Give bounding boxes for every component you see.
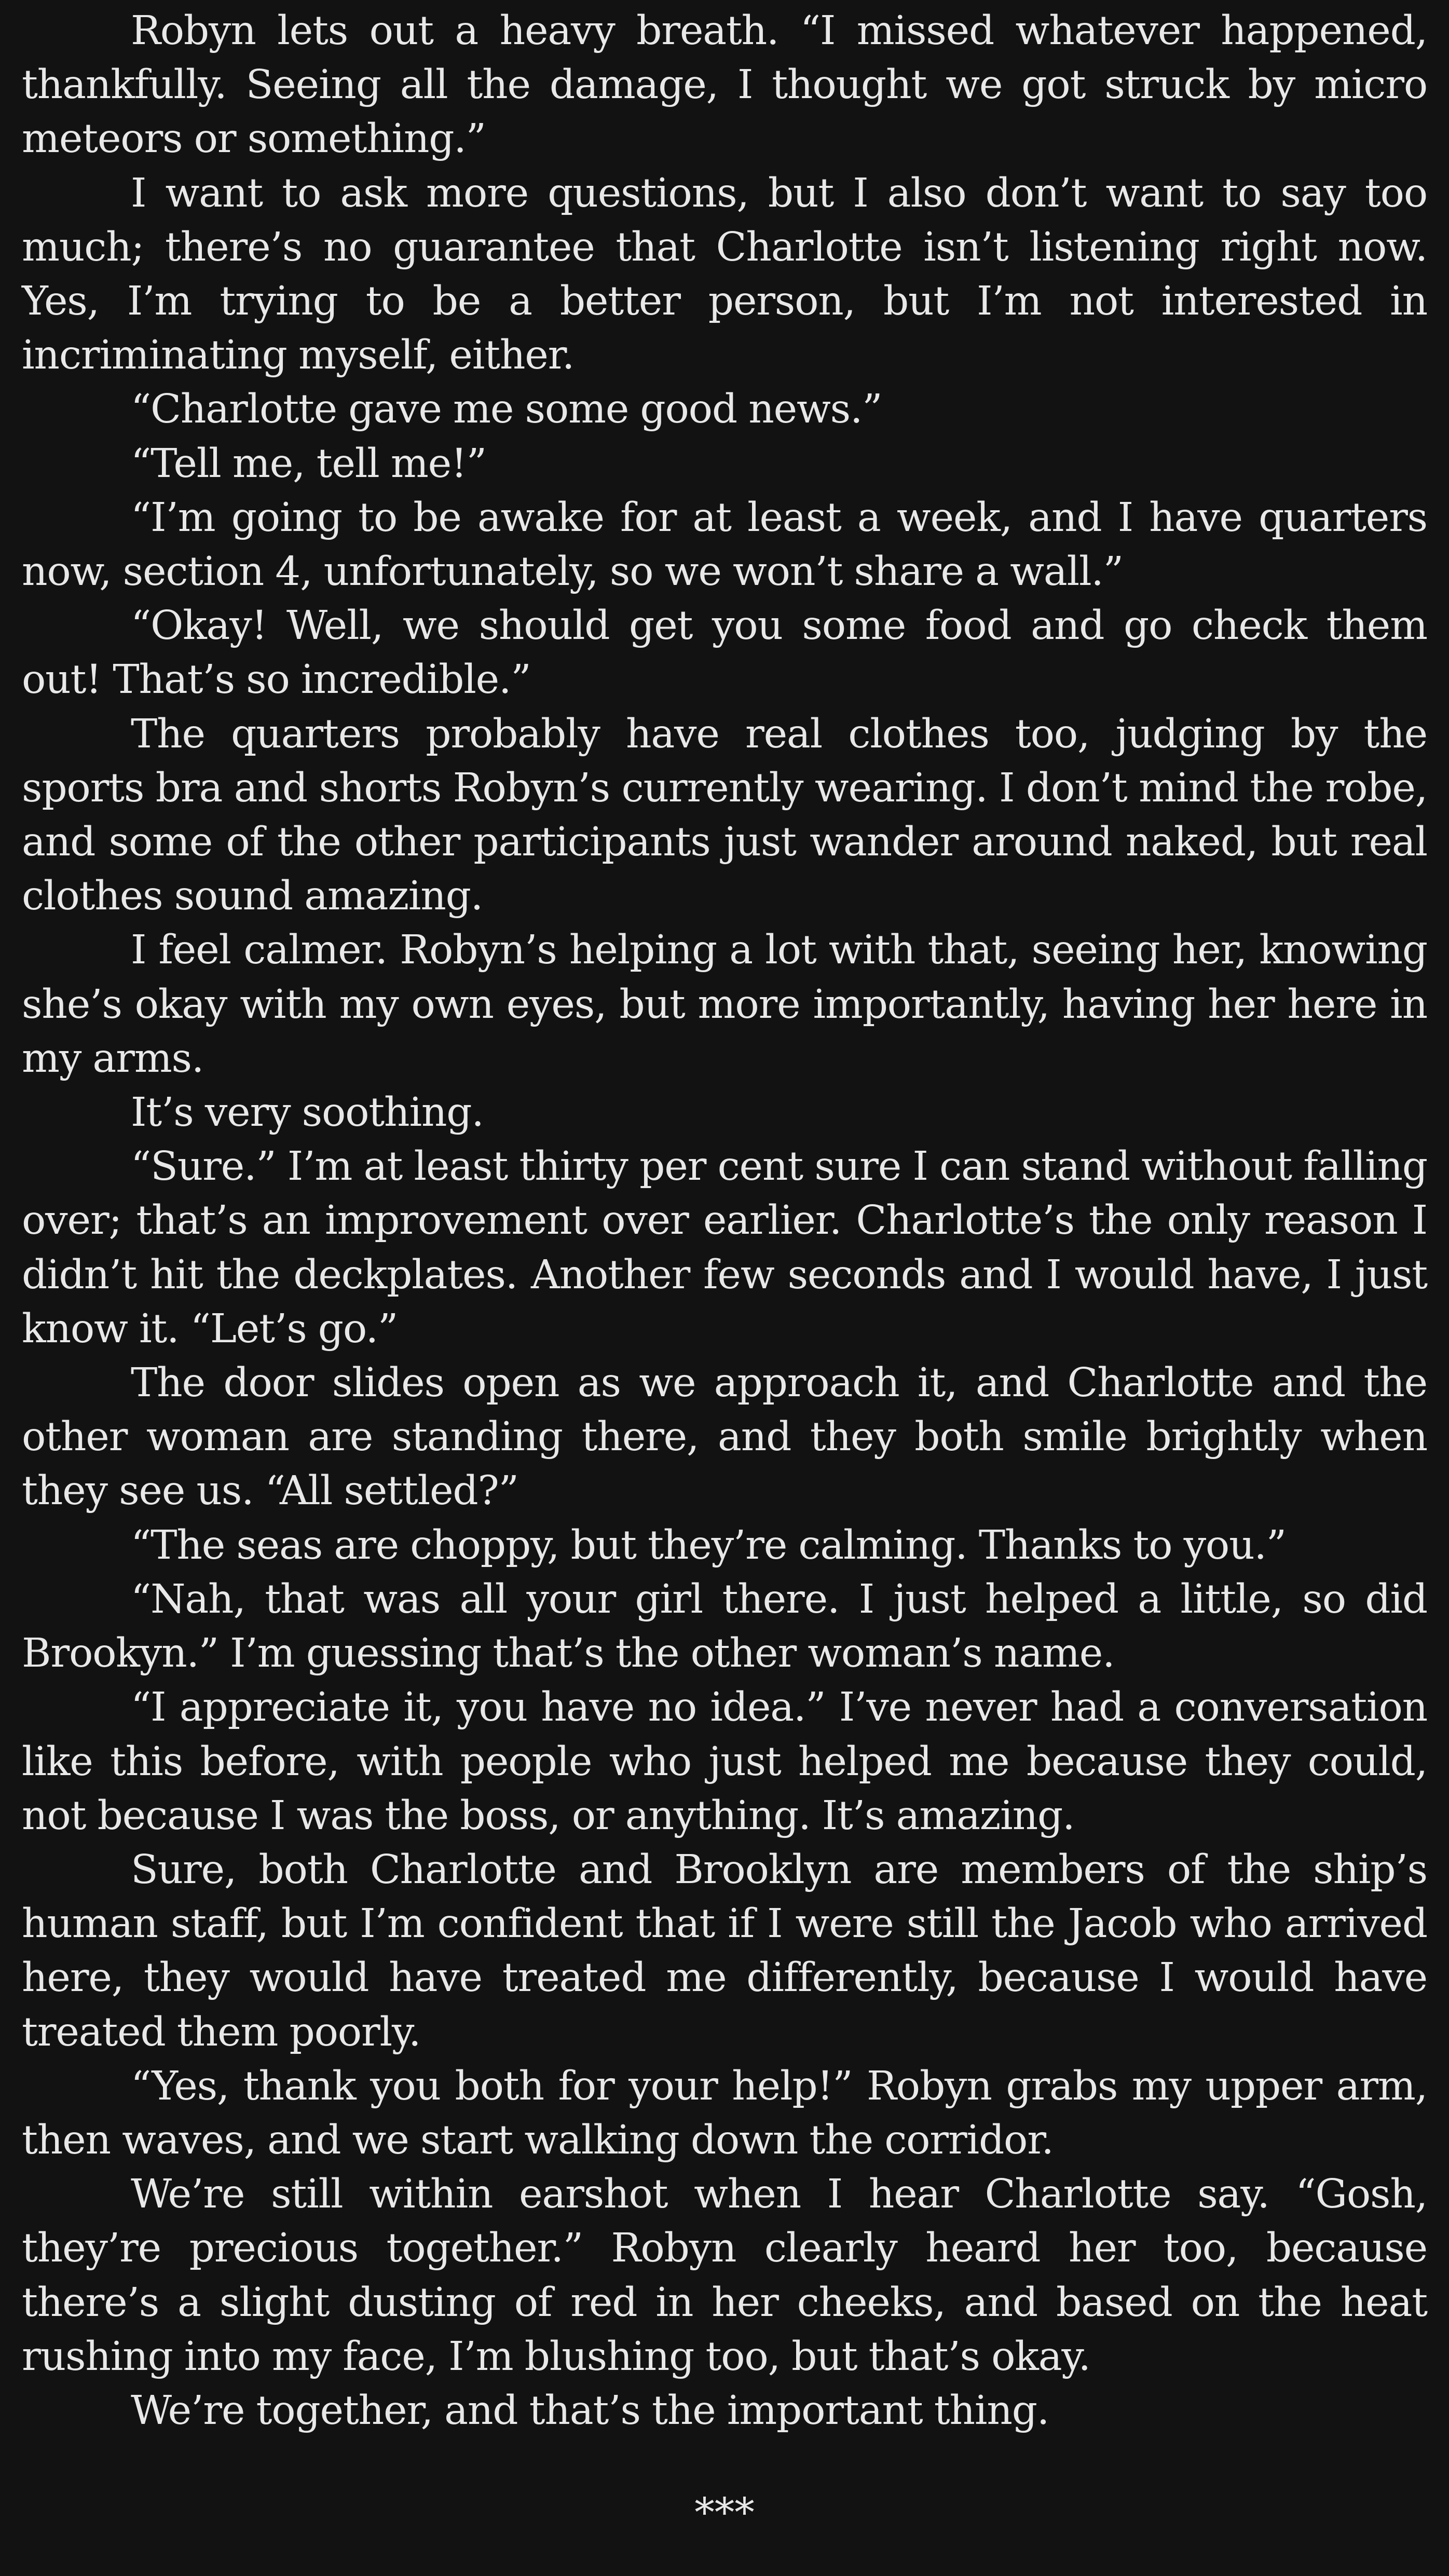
paragraph: Sure, both Charlotte and Brooklyn are members of the ship’s human staff, but I’m confident that if I were still the Jacob who arrived here, they would have treated me differently, because I would have treated them poorly. <box>22 1846 1427 2055</box>
paragraph: I feel calmer. Robyn’s helping a lot with that, seeing her, knowing she’s okay with my own eyes, but more importantly, having her here in my arms. <box>22 927 1427 1082</box>
paragraph: The door slides open as we approach it, and Charlotte and the other woman are standing there, and they both smile brightly when they see us. “All settled?” <box>22 1360 1427 1515</box>
paragraph: “Tell me, tell me!” <box>131 440 486 487</box>
paragraph: “I’m going to be awake for at least a week, and I have quarters now, section 4, unfortunately, so we won’t share a wall.” <box>22 494 1427 595</box>
paragraph: We’re still within earshot when I hear Charlotte say. “Gosh, they’re precious together.” Robyn clearly heard her too, because there’s a slight dusting of red in her cheeks, and based on the heat rushing into my face, I’m blushing too, but that’s okay. <box>22 2171 1427 2380</box>
paragraph: It’s very soothing. <box>131 1089 484 1136</box>
paragraph: We’re together, and that’s the important thing. <box>131 2387 1049 2434</box>
paragraph: “Yes, thank you both for your help!” Robyn grabs my upper arm, then waves, and we start walking down the corridor. <box>22 2063 1427 2163</box>
paragraph: I want to ask more questions, but I also don’t want to say too much; there’s no guarantee that Charlotte isn’t listening right now. Yes, I’m trying to be a better person, but I’m not interested in incriminating myself, either. <box>22 170 1427 379</box>
scene-break: *** <box>694 2490 755 2536</box>
paragraph: The quarters probably have real clothes too, judging by the sports bra and shorts Robyn’s currently wearing. I don’t mind the robe, and some of the other participants just wander around naked, but real clothes sound amazing. <box>22 711 1427 920</box>
chapter-text <box>22 4 1427 2438</box>
paragraph: “Okay! Well, we should get you some food and go check them out! That’s so incredible.” <box>22 603 1427 703</box>
paragraph: “I appreciate it, you have no idea.” I’ve never had a conversation like this before, with people who just helped me because they could, not because I was the boss, or anything. It’s amazing. <box>22 1684 1427 1839</box>
paragraph: “Charlotte gave me some good news.” <box>131 386 882 433</box>
paragraph: Robyn lets out a heavy breath. “I missed whatever happened, thankfully. Seeing all the damage, I thought we got struck by micro meteors or something.” <box>22 8 1427 162</box>
paragraph: “The seas are choppy, but they’re calming. Thanks to you.” <box>131 1522 1286 1569</box>
paragraph: “Nah, that was all your girl there. I just helped a little, so did Brookyn.” I’m guessing that’s the other woman’s name. <box>22 1576 1427 1677</box>
paragraph: “Sure.” I’m at least thirty per cent sure I can stand without falling over; that’s an improvement over earlier. Charlotte’s the only reason I didn’t hit the deckplates. Another few seconds and I would have, I just know it. “Let’s go.” <box>22 1143 1427 1352</box>
